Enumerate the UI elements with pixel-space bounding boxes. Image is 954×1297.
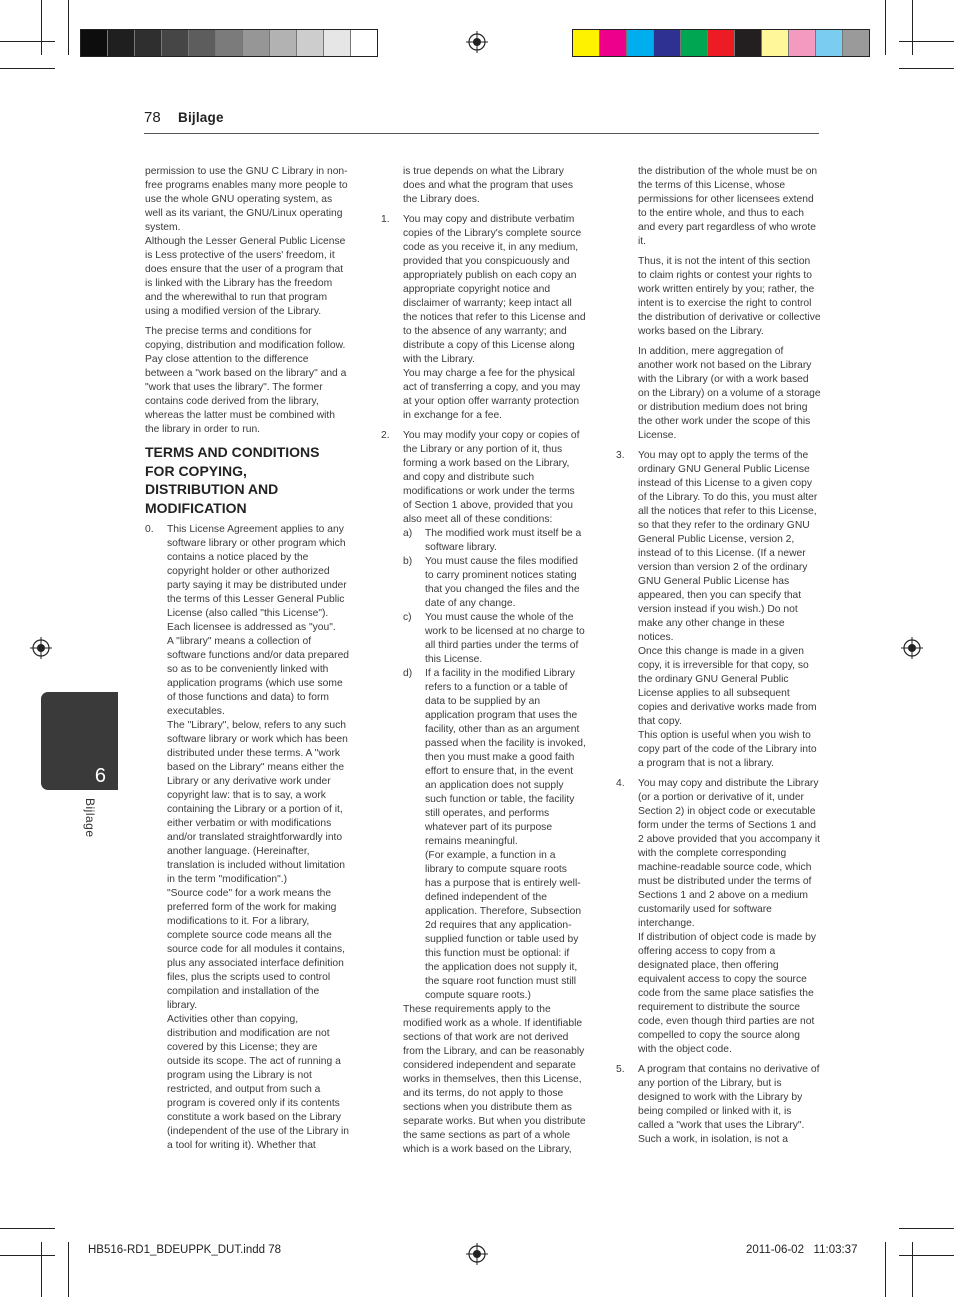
crop-mark [899,68,954,69]
registration-mark-icon [901,637,923,659]
color-swatch [351,30,377,56]
color-swatch [216,30,243,56]
color-swatch [654,30,681,56]
color-swatch [81,30,108,56]
crop-mark [899,41,954,42]
crop-mark [68,0,69,55]
chapter-tab [41,692,118,790]
text-column-1 [145,165,350,1159]
section-heading: TERMS AND CONDITIONS FOR COPYING, DISTRIBUTION AND MODIFICATION [145,444,320,516]
color-swatch [189,30,216,56]
crop-mark [0,41,55,42]
sub-list-item: b) You must cause the files modified to carry prominent notices stating that you changed the files and the date of any change. [403,556,580,609]
list-item: 5. A program that contains no derivative of any portion of the Library, but is designed to work with the Library by being compiled or linked with it, is called a "work that uses the Library". Such a work, in isolation, is not a [616,1064,820,1145]
color-swatch [600,30,627,56]
crop-mark [885,1242,886,1297]
registration-mark-icon [30,637,52,659]
chapter-number: 6 [94,765,106,787]
paragraph: Thus, it is not the intent of this section to claim rights or contest your rights to work written entirely by you; rather, the intent is to exercise the right to control the distribution of derivative or collective works based on the Library. [638,256,821,337]
gray-color-bar [80,29,378,57]
color-swatch [843,30,869,56]
color-swatch [270,30,297,56]
color-swatch [708,30,735,56]
color-swatch [135,30,162,56]
crop-mark [899,1228,954,1229]
crop-mark [885,0,886,55]
chapter-label: Bijlage [83,798,97,838]
color-swatch [108,30,135,56]
text-column-3 [616,165,821,1153]
crop-mark [41,1242,42,1297]
color-swatch [573,30,600,56]
color-swatch [324,30,351,56]
list-item: 3. You may opt to apply the terms of the ordinary GNU General Public License instead of this License to a given copy of the Library. To do this, you must alter all the notices that refer to this License, so that they refer to the ordinary GNU General Public License, version 2, instead of to this License. (If a newer version than version 2 of the ordinary GNU General Public License has appeared, then you can specify that version instead if you wish.) Do not make any other change in these notices. Once this change is made in a given copy, it is irreversible for that copy, so the ordinary GNU General Public License applies to all subsequent copies and derivative works made from that copy. This option is useful when you wish to copy part of the code of the Library into a program that is not a library. [616,450,818,769]
sub-list-item: a) The modified work must itself be a software library. [403,528,582,553]
text-column-2 [381,165,586,1163]
color-swatch [297,30,324,56]
color-swatch [789,30,816,56]
color-swatch [816,30,843,56]
registration-mark-icon [466,31,488,53]
color-swatch [762,30,789,56]
header-rule [144,133,819,134]
paragraph: In addition, mere aggregation of another work not based on the Library with the Library (or with a work based on the Library) on a volume of a storage or distribution medium does not bring the other work under the scope of this License. [638,346,821,441]
paragraph: the distribution of the whole must be on the terms of this License, whose permissions for other licensees extend to the entire whole, and thus to each and every part regardless of who wrote it. [638,166,818,247]
page-number: 78 [144,109,161,126]
list-item: 4. You may copy and distribute the Library (or a portion or derivative of it, under Section 2) in object code or executable form under the terms of Sections 1 and 2 above provided that you accompany it with the complete corresponding machine-readable source code, which must be distributed under the terms of Sections 1 and 2 above on a medium customarily used for software interchange. If distribution of object code is made by offering access to copy from a designated place, then offering equivalent access to copy the source code from the same place satisfies the requirement to distribute the source code, even though third parties are not compelled to copy the source along with the object code. [616,778,821,1055]
sub-list-item: d) If a facility in the modified Library refers to a function or a table of data to be supplied by an application program that uses the facility, other than as an argument passed when the facility is invoked, then you must make a good faith effort to ensure that, in the event an application does not supply such function or table, the facility still operates, and performs whatever part of its purpose remains meaningful. (For example, a function in a library to compute square roots has a purpose that is entirely well-defined independent of the application. Therefore, Subsection 2d requires that any application-supplied function or table used by this function must be optional: if the application does not supply it, the square root function must still compute square roots.) [403,668,586,1001]
color-swatch [243,30,270,56]
color-swatch [735,30,762,56]
list-item: 1. You may copy and distribute verbatim copies of the Library's complete source code as you receive it, in any medium, provided that you conspicuously and appropriately publish on each copy an appropriate copyright notice and disclaimer of warranty; keep intact all the notices that refer to this License and to the absence of any warranty; and distribute a copy of this License along with the Library. You may charge a fee for the physical act of transferring a copy, and you may at your option offer warranty protection in exchange for a fee. [381,214,586,421]
footer-timestamp: 2011-06-02 11:03:37 [746,1244,858,1256]
color-swatch [162,30,189,56]
sub-list-item: c) You must cause the whole of the work to be licensed at no charge to all third parties under the terms of this License. [403,612,585,665]
crop-mark [899,1255,954,1256]
crop-mark [68,1242,69,1297]
paragraph: The precise terms and conditions for copying, distribution and modification follow. Pay close attention to the difference between a "work based on the library" and a "work that uses the library". The former contains code derived from the library, whereas the latter must be combined with the library in order to run. [145,326,347,435]
section-title: Bijlage [178,110,224,125]
list-item: 2. You may modify your copy or copies of the Library or any portion of it, thus forming a work based on the Library, and copy and distribute such modifications or work under the terms of Section 1 above, provided that you also meet all of these conditions: a) The modified work must itself be a software library. b) You must cause the files modified to carry prominent notices stating that you changed the files and the date of any change. c) You must cause the whole of the work to be licensed at no charge to all third parties under the terms of this License. d) If a facility in the modified Library refers to a function or a table of data to be supplied by an application program that uses the facility, other than as an argument passed when the facility is invoked, then you must make a good faith effort to ensure that, in the event an application does not supply such function or table, the facility still operates, and performs whatever part of its purpose remains meaningful. (For example, a function in a library to compute square roots has a purpose that is entirely well-defined independent of the application. Therefore, Subsection 2d requires that any application-supplied function or table used by this function must be optional: if the application does not supply it, the square root function must still compute square roots.) These requirements apply to the modified work as a whole. If identifiable sections of that work are not derived from the Library, and can be reasonably considered independent and separate works in themselves, then this License, and its terms, do not apply to those sections when you distribute them as separate works. But when you distribute the same sections as part of a whole which is a work based on the Library, [381,430,586,1155]
crop-mark [912,1242,913,1297]
list-item: 0. This License Agreement applies to any software library or other program which contains a notice placed by the copyright holder or other authorized party saying it may be distributed under the terms of this Lesser General Public License (also called "this License"). Each licensee is addressed as "you". A "library" means a collection of software functions and/or data prepared so as to be conveniently linked with application programs (which use some of those functions and data) to form executables. The "Library", below, refers to any such software library or work which has been distributed under these terms. A "work based on the Library" means either the Library or any derivative work under copyright law: that is to say, a work containing the Library or a portion of it, either verbatim or with modifications and/or translated straightforwardly into another language. (Hereinafter, translation is included without limitation in the term "modification".) "Source code" for a work means the preferred form of the work for making modifications to it. For a library, complete source code means all the source code for all modules it contains, plus any associated interface definition files, plus the scripts used to control compilation and installation of the library. Activities other than copying, distribution and modification are not covered by this License; they are outside its scope. The act of running a program using the Library is not restricted, and output from such a program is covered only if its contents constitute a work based on the Library (independent of the use of the Library in a tool for writing it). Whether that [145,524,350,1151]
crop-mark [912,0,913,55]
paragraph: permission to use the GNU C Library in non-free programs enables many more people to use the whole GNU operating system, as well as its variant, the GNU/Linux operating system. Although the Lesser General Public License is Less protective of the users' freedom, it does ensure that the user of a program that is linked with the Library has the freedom and the wherewithal to run that program using a modified version of the Library. [145,166,348,317]
paragraph: is true depends on what the Library does and what the program that uses the Library does. [403,166,574,205]
crop-mark [41,0,42,55]
crop-mark [0,1228,55,1229]
crop-mark [0,68,55,69]
color-swatch [627,30,654,56]
process-color-bar [572,29,870,57]
crop-mark [0,1255,55,1256]
footer-filename: HB516-RD1_BDEUPPK_DUT.indd 78 [88,1244,282,1256]
registration-mark-icon [466,1243,488,1265]
color-swatch [681,30,708,56]
